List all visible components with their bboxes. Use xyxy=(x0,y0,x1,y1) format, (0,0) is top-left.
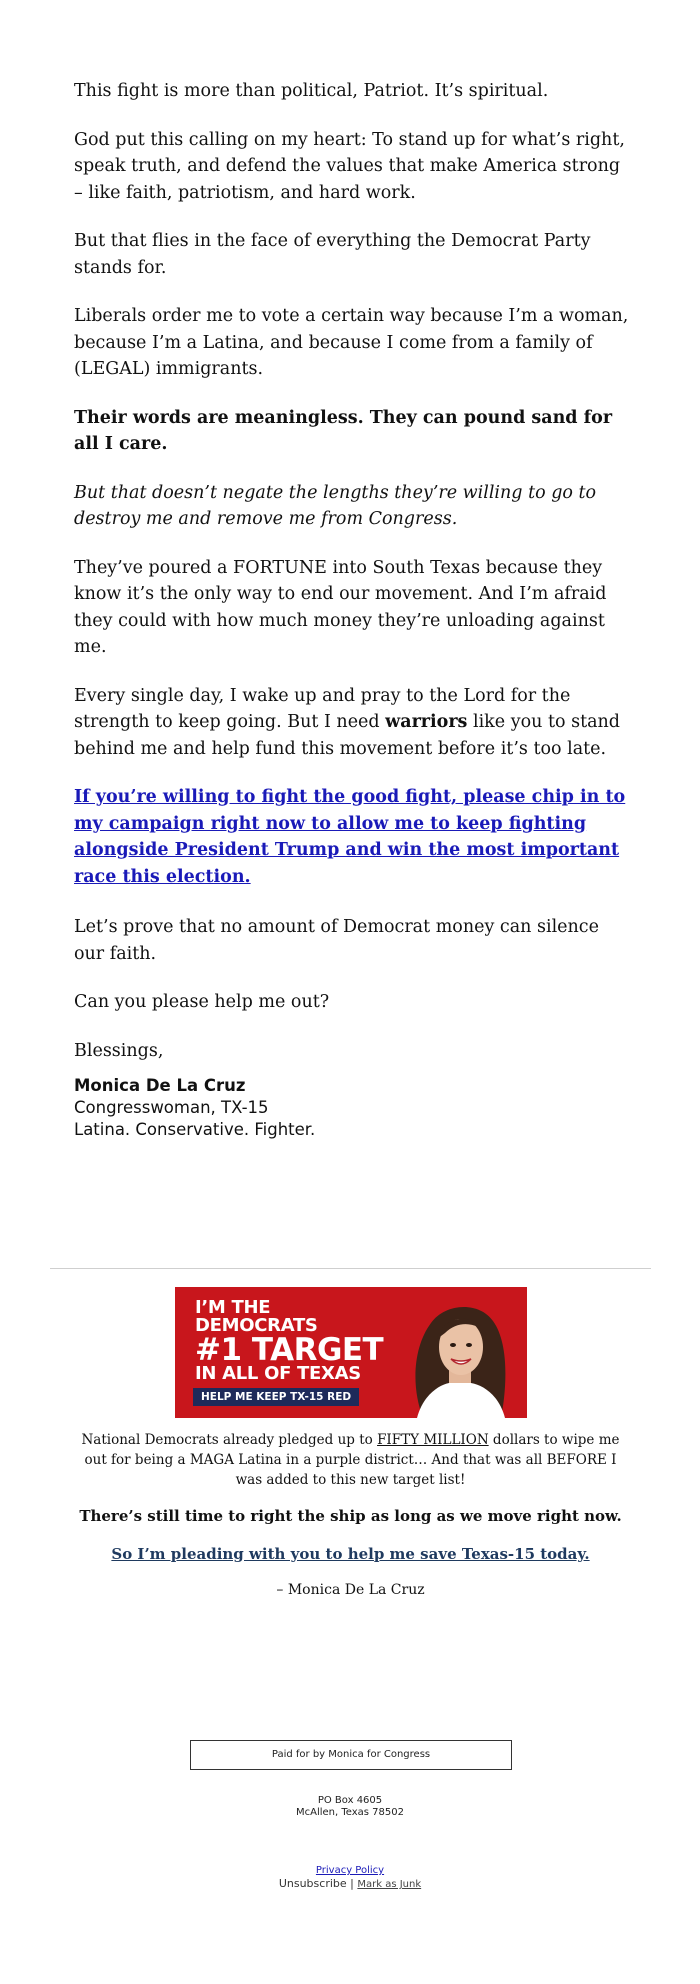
signature-block xyxy=(74,1075,634,1141)
target-banner-image[interactable] xyxy=(175,1287,527,1418)
pledge-text-end: dollars to wipe me out for being a MAGA Latina in a purple district… And that was all BEFORE I was added to this new target list! xyxy=(84,1432,620,1488)
save-texas-link[interactable]: So I’m pleading with you to help me save Texas-15 today. xyxy=(111,1545,590,1563)
mailing-address xyxy=(0,1795,700,1819)
divider xyxy=(50,1268,651,1269)
footer-appeal xyxy=(70,1430,631,1600)
email-footer-links xyxy=(0,1858,700,1892)
donate-cta-link[interactable]: If you’re willing to fight the good fight, please chip in to my campaign right now to allow me to keep fighting alongside President Trump and win the most important race this election. xyxy=(74,787,626,887)
letter-paragraph: Let’s prove that no amount of Democrat money can silence our faith. xyxy=(74,917,599,964)
link-separator: | xyxy=(350,1877,354,1890)
banner-headline xyxy=(195,1299,415,1383)
letter-paragraph: God put this calling on my heart: To stand up for what’s right, speak truth, and defend the values that make America strong – like faith, patriotism, and hard work. xyxy=(74,129,625,203)
warriors-emphasis: warriors xyxy=(385,712,468,732)
banner-pill: HELP ME KEEP TX-15 RED xyxy=(193,1388,359,1406)
address-line: McAllen, Texas 78502 xyxy=(295,1807,404,1818)
letter-body xyxy=(74,78,634,1086)
pledge-text xyxy=(70,1430,631,1490)
banner-line: IN ALL OF TEXAS xyxy=(195,1363,361,1384)
privacy-policy-link[interactable]: Privacy Policy xyxy=(315,1865,385,1876)
signature-role: Congresswoman, TX-15 xyxy=(74,1098,269,1117)
italic-statement: But that doesn’t negate the lengths they’re willing to go to destroy me and remove me from Congress. xyxy=(74,482,597,529)
signature-name: Monica De La Cruz xyxy=(74,1076,246,1095)
urgency-statement: There’s still time to right the ship as long as we move right now. xyxy=(79,1507,622,1525)
letter-paragraph xyxy=(74,683,634,763)
sign-off: Blessings, xyxy=(74,1040,164,1061)
banner-line-large: #1 TARGET xyxy=(195,1332,384,1368)
unsubscribe-link[interactable]: Unsubscribe xyxy=(278,1877,347,1890)
pledge-amount: FIFTY MILLION xyxy=(377,1432,489,1448)
letter-paragraph: They’ve poured a FORTUNE into South Texas because they know it’s the only way to end our movement. And I’m afraid they could with how much money they’re unloading against me. xyxy=(74,557,607,657)
unsubscribe-line xyxy=(0,1877,700,1892)
candidate-portrait xyxy=(383,1287,527,1418)
paid-for-disclaimer: Paid for by Monica for Congress xyxy=(190,1740,512,1770)
letter-text: like you to stand behind me and help fund this movement before it’s too late. xyxy=(74,712,621,759)
letter-text: Every single day, I wake up and pray to the Lord for the strength to keep going. But I need xyxy=(74,685,571,732)
letter-paragraph: But that flies in the face of everything the Democrat Party stands for. xyxy=(74,231,591,278)
pledge-text-start: National Democrats already pledged up to xyxy=(81,1432,378,1448)
letter-paragraph: Can you please help me out? xyxy=(74,992,330,1012)
address-line: PO Box 4605 xyxy=(317,1795,383,1806)
mark-as-junk-link[interactable]: Mark as Junk xyxy=(357,1879,422,1890)
bold-statement: Their words are meaningless. They can pound sand for all I care. xyxy=(74,407,613,454)
banner-line: I’M THE xyxy=(195,1297,271,1318)
letter-paragraph: Liberals order me to vote a certain way because I’m a woman, because I’m a Latina, and because I come from a family of (LEGAL) immigrants. xyxy=(74,306,629,379)
banner-line: DEMOCRATS xyxy=(195,1315,318,1336)
signature-tagline: Latina. Conservative. Fighter. xyxy=(74,1120,316,1139)
closing-signature: – Monica De La Cruz xyxy=(276,1582,425,1598)
letter-paragraph: This fight is more than political, Patriot. It’s spiritual. xyxy=(74,81,549,101)
